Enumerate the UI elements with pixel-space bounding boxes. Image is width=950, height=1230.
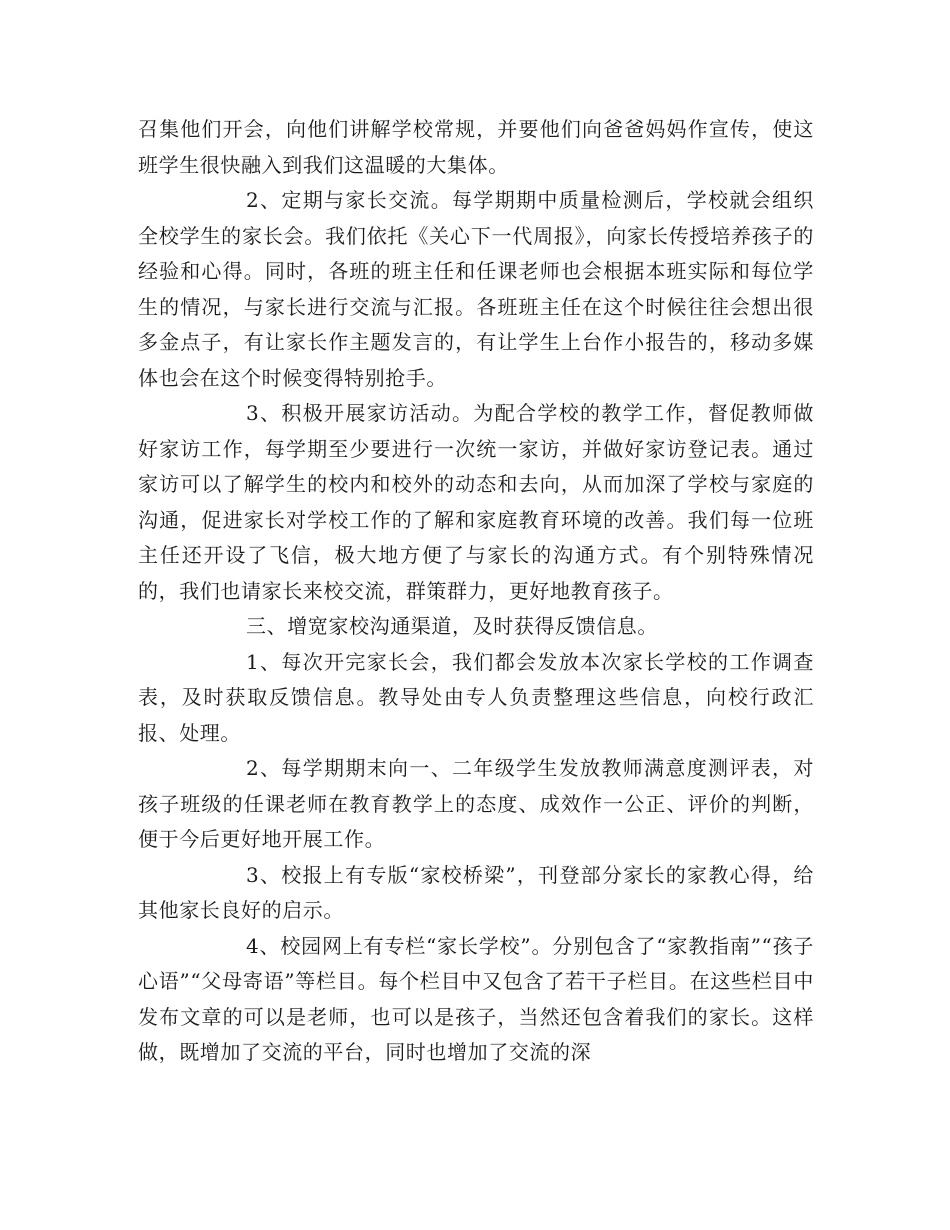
document-body xyxy=(138,112,814,1071)
paragraph-school-website: 4、校园网上有专栏“家长学校”。分别包含了“家教指南”“孩子心语”“父母寄语”等栏目。每个栏目中又包含了若干子栏目。在这些栏目中发布文章的可以是老师，也可以是孩子，当然还包含着我们的家长。这样做，既增加了交流的平台，同时也增加了交流的深 xyxy=(138,933,814,1064)
paragraph-continuation: 召集他们开会，向他们讲解学校常规，并要他们向爸爸妈妈作宣传，使这班学生很快融入到我们这温暖的大集体。 xyxy=(138,117,814,177)
paragraph-survey: 1、每次开完家长会，我们都会发放本次家长学校的工作调查表，及时获取反馈信息。教导处由专人负责整理这些信息，向校行政汇报、处理。 xyxy=(138,649,814,745)
paragraph-satisfaction: 2、每学期期末向一、二年级学生发放教师满意度测评表，对孩子班级的任课老师在教育教学上的态度、成效作一公正、评价的判断，便于今后更好地开展工作。 xyxy=(138,756,814,851)
paragraph-parent-meetings: 2、定期与家长交流。每学期期中质量检测后，学校就会组织全校学生的家长会。我们依托《关心下一代周报》，向家长传授培养孩子的经验和心得。同时，各班的班主任和任课老师也会根据本班实际和每位学生的情况，与家长进行交流与汇报。各班班主任在这个时候往往会想出很多金点子，有让家长作主题发言的，有让学生上台作小报告的，移动多媒体也会在这个时候变得特别抢手。 xyxy=(138,188,814,390)
paragraph-home-visits: 3、积极开展家访活动。为配合学校的教学工作，督促教师做好家访工作，每学期至少要进行一次统一家访，并做好家访登记表。通过家访可以了解学生的校内和校外的动态和去向，从而加深了学校与家庭的沟通，促进家长对学校工作的了解和家庭教育环境的改善。我们每一位班主任还开设了飞信，极大地方便了与家长的沟通方式。有个别特殊情况的，我们也请家长来校交流，群策群力，更好地教育孩子。 xyxy=(138,401,814,603)
paragraph-school-newspaper: 3、校报上有专版“家校桥梁”，刊登部分家长的家教心得，给其他家长良好的启示。 xyxy=(138,862,814,922)
section-heading-feedback: 三、增宽家校沟通渠道，及时获得反馈信息。 xyxy=(246,614,658,638)
